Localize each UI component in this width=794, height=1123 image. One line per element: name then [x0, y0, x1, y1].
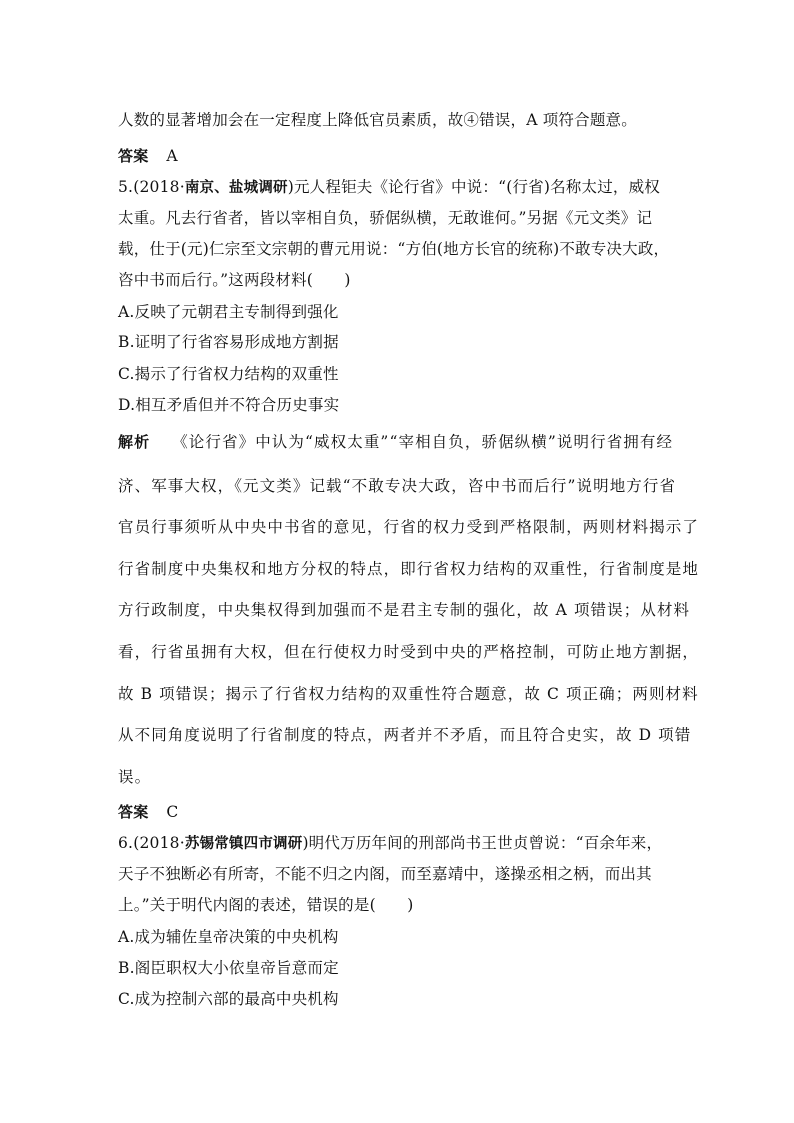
- q5-analysis-line-3: 官员行事须听从中央中书省的意见，行省的权力受到严格限制，两则材料揭示了: [118, 518, 700, 536]
- q5-stem-line-2: 太重。凡去行省者，皆以宰相自负，骄倨纵横，无敢谁何。”另据《元文类》记: [118, 209, 653, 227]
- q5-answer: [118, 801, 178, 822]
- question-source: 苏锡常镇四市调研: [184, 836, 303, 852]
- question-year: (2018·: [133, 834, 185, 852]
- q5-analysis-line-4: 行省制度中央集权和地方分权的特点，即行省权力结构的双重性，行省制度是地: [118, 560, 700, 578]
- q5-analysis-line-9: 误。: [118, 768, 152, 786]
- analysis-text: 《论行省》中认为“威权太重”“宰相自负，骄倨纵横”说明行省拥有经: [172, 433, 674, 451]
- q5-analysis-line-8: 从不同角度说明了行省制度的特点，两者并不矛盾，而且符合史实，故 D 项错: [118, 726, 692, 744]
- question-number: 5.: [118, 178, 134, 196]
- q6-stem-line-1: [118, 831, 662, 853]
- answer-value: C: [166, 803, 179, 821]
- answer-label: 答案: [118, 803, 149, 821]
- question-number: 6.: [118, 834, 134, 852]
- question-source: 南京、盐城调研: [184, 180, 288, 196]
- stem-text: )明代万历年间的刑部尚书王世贞曾说：“百余年来，: [302, 834, 663, 852]
- q5-stem-line-4: 咨中书而后行。”这两段材料( ): [118, 271, 351, 289]
- q5-analysis-line-7: 故 B 项错误；揭示了行省权力结构的双重性符合题意，故 C 项正确；两则材料: [118, 685, 699, 703]
- previous-explanation-tail: 人数的显著增加会在一定程度上降低官员素质，故④错误，A 项符合题意。: [118, 111, 637, 129]
- q5-analysis-line-2: 济、军事大权，《元文类》记载“不敢专决大政，咨中书而后行”说明地方行省: [118, 477, 677, 495]
- q5-option-b: B.证明了行省容易形成地方割据: [118, 333, 339, 351]
- q5-analysis-line-5: 方行政制度，中央集权得到加强而不是君主专制的强化，故 A 项错误；从材料: [118, 601, 691, 619]
- q6-stem-line-2: 天子不独断必有所寄，不能不归之内阁，而至嘉靖中，遂操丞相之柄，而出其: [118, 865, 652, 883]
- q5-analysis-line-6: 看，行省虽拥有大权，但在行使权力时受到中央的严格控制，可防止地方割据，: [118, 643, 700, 661]
- q6-stem-line-3: 上。”关于明代内阁的表述，错误的是( ): [118, 896, 414, 914]
- q5-stem-line-1: [118, 175, 660, 197]
- q6-option-b: B.阁臣职权大小依皇帝旨意而定: [118, 959, 339, 977]
- q5-option-c: C.揭示了行省权力结构的双重性: [118, 365, 339, 383]
- q6-option-a: A.成为辅佐皇帝决策的中央机构: [118, 928, 339, 946]
- q5-analysis-line-1: [118, 430, 673, 452]
- answer-label: 答案: [118, 147, 149, 165]
- analysis-label: 解析: [118, 433, 151, 451]
- q4-answer: [118, 145, 178, 166]
- q5-option-a: A.反映了元朝君主专制得到强化: [118, 303, 339, 321]
- q6-option-c: C.成为控制六部的最高中央机构: [118, 990, 339, 1008]
- stem-text: )元人程钜夫《论行省》中说：“(行省)名称太过，威权: [287, 178, 661, 196]
- q5-stem-line-3: 载，仕于(元)仁宗至文宗朝的曹元用说：“方伯(地方长官的统称)不敢专决大政，: [118, 240, 670, 258]
- answer-value: A: [166, 147, 178, 165]
- q5-option-d: D.相互矛盾但并不符合历史事实: [118, 396, 340, 414]
- question-year: (2018·: [133, 178, 185, 196]
